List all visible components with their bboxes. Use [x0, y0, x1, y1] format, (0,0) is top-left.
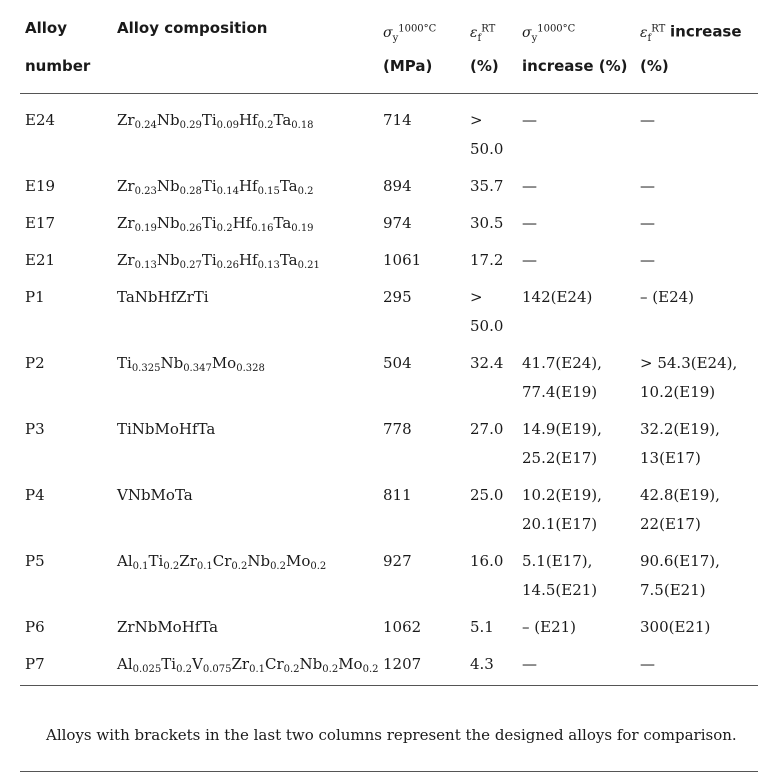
header-sigma-increase: [522, 10, 640, 52]
eps-increase-word: increase: [670, 22, 742, 41]
fracture-strain-line: 50.0: [470, 317, 504, 336]
yield-strength: 1061: [383, 251, 422, 270]
element-fraction: 0.2: [297, 186, 314, 198]
table-row: [20, 283, 758, 341]
strength-increase-line: 10.2(E19),: [522, 486, 602, 505]
alloy-composition: [117, 209, 383, 238]
element-symbol: Nb: [156, 214, 180, 233]
fracture-strain-line: >: [470, 288, 483, 307]
element-symbol: Nb: [247, 552, 271, 571]
element-symbol: Mo: [285, 552, 311, 571]
element-fraction: 0.2: [163, 561, 180, 573]
row-spacer-cell: [20, 605, 758, 613]
fracture-strain: [470, 172, 522, 201]
alloy-composition: [117, 613, 383, 642]
fracture-strain-line: 27.0: [470, 420, 504, 439]
strain-increase-line: 10.2(E19): [640, 383, 716, 402]
strain-increase-line: > 54.3(E24),: [640, 354, 738, 373]
element-fraction: 0.29: [179, 120, 202, 132]
fracture-strain: [470, 94, 522, 165]
table-row: [20, 94, 758, 165]
element-fraction: 0.19: [134, 223, 157, 235]
strength-increase-line: 142(E24): [522, 288, 593, 307]
strength-increase-line: 41.7(E24),: [522, 354, 602, 373]
strength-increase-line: – (E21): [522, 618, 577, 637]
fracture-strain: [470, 246, 522, 275]
fracture-strain: [470, 650, 522, 679]
element-symbol: Mo: [211, 354, 237, 373]
element-symbol: Ti: [117, 354, 132, 373]
fracture-strain: [470, 209, 522, 238]
row-spacer: [20, 642, 758, 650]
alloy-composition: [117, 94, 383, 165]
strength-increase: [522, 415, 640, 473]
strain-increase: [640, 547, 758, 605]
row-spacer: [20, 201, 758, 209]
header-alloy-number-line2: number: [20, 52, 117, 94]
element-fraction: 0.1: [249, 664, 265, 676]
yield-strength: 504: [383, 354, 412, 373]
alloy-id: P6: [25, 618, 45, 637]
element-symbol: Nb: [160, 354, 184, 373]
fracture-strain-line: >: [470, 111, 483, 130]
element-fraction: 0.13: [134, 260, 157, 272]
element-symbol: Zr: [179, 552, 197, 571]
sigma-increase-symbol: $\sigma_y^{1000^\circ C}$: [522, 23, 576, 44]
element-symbol: Nb: [299, 655, 323, 674]
epsilon-increase-symbol: $\varepsilon_f^{RT}$: [640, 23, 666, 44]
element-symbol: Hf: [232, 214, 252, 233]
row-spacer: [20, 539, 758, 547]
element-fraction: 0.075: [202, 664, 232, 676]
element-fraction: 0.2: [270, 561, 286, 573]
element-symbol: Ti: [148, 552, 164, 571]
element-fraction: 0.26: [216, 260, 239, 272]
element-fraction: 0.28: [179, 186, 202, 198]
element-symbol: Hf: [238, 251, 258, 270]
row-spacer: [20, 473, 758, 481]
element-fraction: 0.1: [196, 561, 213, 573]
table-row: [20, 209, 758, 238]
element-symbol: ZrNbMoHfTa: [117, 618, 219, 637]
alloy-composition: [117, 246, 383, 275]
yield-strength: 778: [383, 420, 412, 439]
strain-increase-line: 13(E17): [640, 449, 701, 468]
header-alloy-number: [20, 10, 117, 52]
row-spacer-cell: [20, 679, 758, 687]
strain-increase: [640, 349, 758, 407]
table-row: [20, 650, 758, 679]
element-symbol: VNbMoTa: [117, 486, 193, 505]
header-eps: [470, 10, 522, 52]
strength-increase: [522, 349, 640, 407]
element-symbol: Ti: [201, 251, 217, 270]
element-fraction: 0.13: [257, 260, 280, 272]
element-symbol: Zr: [117, 251, 135, 270]
fracture-strain: [470, 481, 522, 539]
strain-increase-line: 42.8(E19),: [640, 486, 720, 505]
element-symbol: Zr: [117, 214, 135, 233]
strength-increase-line: 5.1(E17),: [522, 552, 593, 571]
row-spacer: [20, 605, 758, 613]
alloy-composition: [117, 415, 383, 473]
header-row-2: [20, 52, 758, 94]
header-composition-blank: [117, 52, 383, 94]
strength-increase-line: —: [522, 214, 537, 233]
table-row: [20, 481, 758, 539]
row-spacer: [20, 238, 758, 246]
element-fraction: 0.18: [291, 120, 314, 132]
alloy-id: E17: [25, 214, 56, 233]
element-symbol: Ti: [201, 177, 217, 196]
element-symbol: Ta: [279, 177, 298, 196]
row-spacer: [20, 679, 758, 687]
alloy-id: P5: [25, 552, 45, 571]
element-symbol: TiNbMoHfTa: [117, 420, 216, 439]
yield-strength: 894: [383, 177, 412, 196]
alloy-id: P3: [25, 420, 45, 439]
element-fraction: 0.19: [291, 223, 314, 235]
sigma-symbol: $\sigma_y^{1000^\circ C}$: [383, 23, 437, 44]
alloy-composition: [117, 283, 383, 341]
fracture-strain-line: 30.5: [470, 214, 504, 233]
element-fraction: 0.2: [176, 664, 192, 676]
row-spacer-cell: [20, 238, 758, 246]
header-composition: Alloy composition: [117, 19, 268, 37]
element-symbol: Mo: [338, 655, 363, 674]
fracture-strain-line: 32.4: [470, 354, 504, 373]
strength-increase-line: 77.4(E19): [522, 383, 598, 402]
fracture-strain-line: 4.3: [470, 655, 494, 674]
strength-increase: [522, 172, 640, 201]
element-symbol: V: [192, 655, 203, 674]
header-eps-increase-unit: [640, 52, 758, 94]
element-fraction: 0.23: [134, 186, 157, 198]
table-row: [20, 246, 758, 275]
element-symbol: Nb: [156, 177, 180, 196]
element-symbol: Nb: [156, 251, 180, 270]
element-symbol: Ti: [201, 214, 217, 233]
yield-strength: 295: [383, 288, 412, 307]
strength-increase: [522, 613, 640, 642]
eps-increase-unit: (%): [640, 57, 669, 76]
element-fraction: 0.2: [283, 664, 300, 676]
alloy-id: E24: [25, 111, 56, 130]
row-spacer: [20, 164, 758, 172]
element-symbol: Al: [117, 655, 133, 674]
table-body: [20, 94, 758, 688]
element-symbol: Zr: [117, 111, 135, 130]
strain-increase: [640, 246, 758, 275]
strain-increase-line: – (E24): [640, 288, 695, 307]
strength-increase: [522, 547, 640, 605]
strain-increase: [640, 650, 758, 679]
strain-increase-line: 90.6(E17),: [640, 552, 720, 571]
strength-increase: [522, 246, 640, 275]
element-fraction: 0.24: [134, 120, 157, 132]
strain-increase: [640, 481, 758, 539]
header-eps-unit: [470, 52, 522, 94]
element-fraction: 0.27: [179, 260, 202, 272]
element-symbol: Cr: [264, 655, 284, 674]
strength-increase-line: —: [522, 655, 537, 674]
fracture-strain-line: 16.0: [470, 552, 504, 571]
alloy-id: P2: [25, 354, 45, 373]
element-symbol: Ta: [273, 214, 292, 233]
element-symbol: TaNbHfZrTi: [117, 288, 209, 307]
strain-increase: [640, 94, 758, 165]
fracture-strain: [470, 349, 522, 407]
table-footnote: Alloys with brackets in the last two columns represent the designed alloys for comparison.: [46, 726, 737, 744]
table-bottom-rule: [20, 685, 758, 686]
strain-increase-line: —: [640, 655, 655, 674]
element-fraction: 0.16: [251, 223, 274, 235]
element-fraction: 0.21: [297, 260, 320, 272]
row-spacer-cell: [20, 341, 758, 349]
alloy-id: E19: [25, 177, 56, 196]
element-symbol: Al: [117, 552, 133, 571]
strain-increase-line: —: [640, 177, 655, 196]
alloy-composition: [117, 650, 383, 679]
row-spacer-cell: [20, 407, 758, 415]
yield-strength: 714: [383, 111, 412, 130]
header-sigma-unit: [383, 52, 470, 94]
yield-strength: 1207: [383, 655, 422, 674]
alloy-id: P1: [25, 288, 45, 307]
alloy-composition: [117, 172, 383, 201]
strength-increase-line: 14.9(E19),: [522, 420, 602, 439]
element-fraction: 0.26: [179, 223, 202, 235]
fracture-strain-line: 50.0: [470, 140, 504, 159]
row-spacer-cell: [20, 164, 758, 172]
header-eps-increase: [640, 10, 758, 52]
header-alloy-number-line1: Alloy: [25, 19, 67, 37]
fracture-strain: [470, 613, 522, 642]
epsilon-symbol: $\varepsilon_f^{RT}$: [470, 23, 496, 44]
header-sigma-increase-unit: [522, 52, 640, 94]
alloy-composition: [117, 547, 383, 605]
table-row: [20, 613, 758, 642]
strain-increase-line: 22(E17): [640, 515, 701, 534]
row-spacer-cell: [20, 275, 758, 283]
element-fraction: 0.14: [216, 186, 239, 198]
yield-strength: 811: [383, 486, 412, 505]
row-spacer: [20, 275, 758, 283]
element-fraction: 0.347: [183, 363, 212, 375]
alloy-id: E21: [25, 251, 56, 270]
row-spacer-cell: [20, 642, 758, 650]
element-symbol: Cr: [212, 552, 232, 571]
element-symbol: Ta: [279, 251, 298, 270]
fracture-strain: [470, 283, 522, 341]
strength-increase: [522, 94, 640, 165]
yield-strength: 927: [383, 552, 412, 571]
alloy-table: [20, 10, 758, 687]
header-sigma: [383, 10, 470, 52]
element-fraction: 0.2: [257, 120, 274, 132]
alloy-id: P4: [25, 486, 45, 505]
element-fraction: 0.15: [257, 186, 280, 198]
strain-increase: [640, 613, 758, 642]
strength-increase: [522, 650, 640, 679]
alloy-id: P7: [25, 655, 45, 674]
strength-increase-line: —: [522, 251, 537, 270]
element-fraction: 0.328: [236, 363, 265, 375]
fracture-strain-line: 5.1: [470, 618, 494, 637]
strength-increase: [522, 481, 640, 539]
strain-increase-line: 32.2(E19),: [640, 420, 720, 439]
fracture-strain: [470, 547, 522, 605]
strength-increase-line: —: [522, 111, 537, 130]
strain-increase-line: —: [640, 214, 655, 233]
eps-unit: (%): [470, 57, 499, 76]
strain-increase-line: 300(E21): [640, 618, 711, 637]
sigma-increase-unit: increase (%): [522, 57, 628, 76]
element-fraction: 0.2: [362, 664, 379, 676]
strain-increase: [640, 172, 758, 201]
row-spacer-cell: [20, 201, 758, 209]
element-fraction: 0.325: [131, 363, 161, 375]
strength-increase: [522, 283, 640, 341]
header-row: [20, 10, 758, 52]
element-symbol: Hf: [238, 177, 258, 196]
alloy-composition: [117, 349, 383, 407]
element-fraction: 0.2: [322, 664, 339, 676]
element-fraction: 0.2: [216, 223, 233, 235]
fracture-strain-line: 17.2: [470, 251, 504, 270]
element-symbol: Hf: [238, 111, 258, 130]
row-spacer-cell: [20, 539, 758, 547]
yield-strength: 974: [383, 214, 412, 233]
table-row: [20, 349, 758, 407]
row-spacer: [20, 341, 758, 349]
fracture-strain: [470, 415, 522, 473]
element-fraction: 0.09: [216, 120, 239, 132]
table-row: [20, 547, 758, 605]
table-row: [20, 415, 758, 473]
yield-strength: 1062: [383, 618, 422, 637]
element-symbol: Ta: [273, 111, 292, 130]
element-symbol: Zr: [117, 177, 135, 196]
row-spacer-cell: [20, 473, 758, 481]
element-symbol: Zr: [231, 655, 250, 674]
strain-increase-line: —: [640, 111, 655, 130]
strain-increase-line: —: [640, 251, 655, 270]
strength-increase-line: 20.1(E17): [522, 515, 598, 534]
fracture-strain-line: 25.0: [470, 486, 504, 505]
sigma-unit: (MPa): [383, 57, 433, 76]
element-symbol: Ti: [201, 111, 217, 130]
alloy-composition: [117, 481, 383, 539]
row-spacer: [20, 407, 758, 415]
element-fraction: 0.2: [231, 561, 248, 573]
footnote-rule: [20, 771, 758, 772]
element-symbol: Ti: [161, 655, 177, 674]
element-fraction: 0.1: [132, 561, 149, 573]
strength-increase-line: —: [522, 177, 537, 196]
fracture-strain-line: 35.7: [470, 177, 504, 196]
strength-increase-line: 14.5(E21): [522, 581, 598, 600]
table-row: [20, 172, 758, 201]
element-fraction: 0.025: [132, 664, 162, 676]
element-fraction: 0.2: [310, 561, 327, 573]
strain-increase: [640, 209, 758, 238]
element-symbol: Nb: [156, 111, 180, 130]
strain-increase: [640, 283, 758, 341]
strength-increase: [522, 209, 640, 238]
strain-increase: [640, 415, 758, 473]
strain-increase-line: 7.5(E21): [640, 581, 706, 600]
strength-increase-line: 25.2(E17): [522, 449, 598, 468]
